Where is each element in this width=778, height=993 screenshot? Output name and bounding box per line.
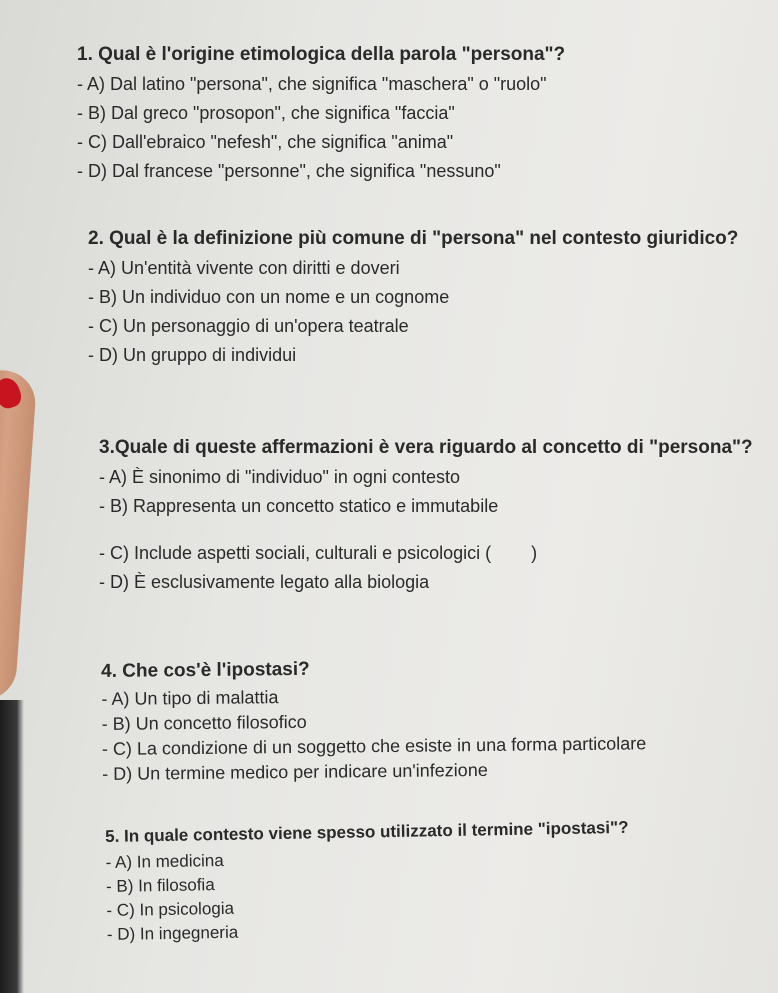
question-4-option-a: - A) Un tipo di malattia xyxy=(101,687,279,709)
question-4-title: 4. Che cos'è l'ipostasi? xyxy=(101,658,310,682)
question-3-title: 3.Quale di queste affermazioni è vera riguardo al concetto di "persona"? xyxy=(99,437,753,458)
question-5-option-b: - B) In filosofia xyxy=(105,875,215,896)
question-3-option-c xyxy=(99,539,778,568)
question-5-option-d: - D) In ingegneria xyxy=(106,922,239,944)
question-1-option-c: - C) Dall'ebraico "nefesh", che significa "anima" xyxy=(77,132,454,152)
question-1 xyxy=(77,44,777,186)
question-3-option-b: - B) Rappresenta un concetto statico e immutabile xyxy=(99,496,499,516)
question-1-option-b: - B) Dal greco "prosopon", che significa "faccia" xyxy=(77,103,455,123)
finger-shape xyxy=(0,368,37,702)
question-1-title: 1. Qual è l'origine etimologica della parola "persona"? xyxy=(77,44,566,65)
question-2-option-b: - B) Un individuo con un nome e un cognome xyxy=(88,287,450,307)
question-5-option-a: - A) In medicina xyxy=(105,850,224,872)
question-3-option-c-text: - C) Include aspetti sociali, culturali e psicologici ( xyxy=(99,543,492,563)
question-4-option-b: - B) Un concetto filosofico xyxy=(101,711,307,734)
left-edge-shadow xyxy=(0,700,24,993)
question-3 xyxy=(99,437,778,597)
answer-blank-close: ) xyxy=(531,543,538,563)
question-4-option-d: - D) Un termine medico per indicare un'infezione xyxy=(102,759,488,784)
question-2-option-c: - C) Un personaggio di un'opera teatrale xyxy=(88,316,409,336)
question-2-option-d: - D) Un gruppo di individui xyxy=(88,345,297,365)
question-3-option-a: - A) È sinonimo di "individuo" in ogni contesto xyxy=(99,467,460,487)
question-5 xyxy=(105,815,778,947)
question-2-title: 2. Qual è la definizione più comune di "persona" nel contesto giuridico? xyxy=(88,228,739,249)
question-1-option-a: - A) Dal latino "persona", che significa "maschera" o "ruolo" xyxy=(77,74,547,94)
question-2 xyxy=(88,228,778,370)
question-3-option-d: - D) È esclusivamente legato alla biologia xyxy=(99,572,430,592)
question-4 xyxy=(101,654,778,787)
question-1-option-d: - D) Dal francese "personne", che significa "nessuno" xyxy=(77,161,501,181)
question-4-option-c: - C) La condizione di un soggetto che esiste in una forma particolare xyxy=(101,733,647,759)
question-2-option-a: - A) Un'entità vivente con diritti e doveri xyxy=(88,258,400,278)
question-5-option-c: - C) In psicologia xyxy=(106,898,235,920)
question-5-title: 5. In quale contesto viene spesso utilizzato il termine "ipostasi"? xyxy=(105,817,629,846)
